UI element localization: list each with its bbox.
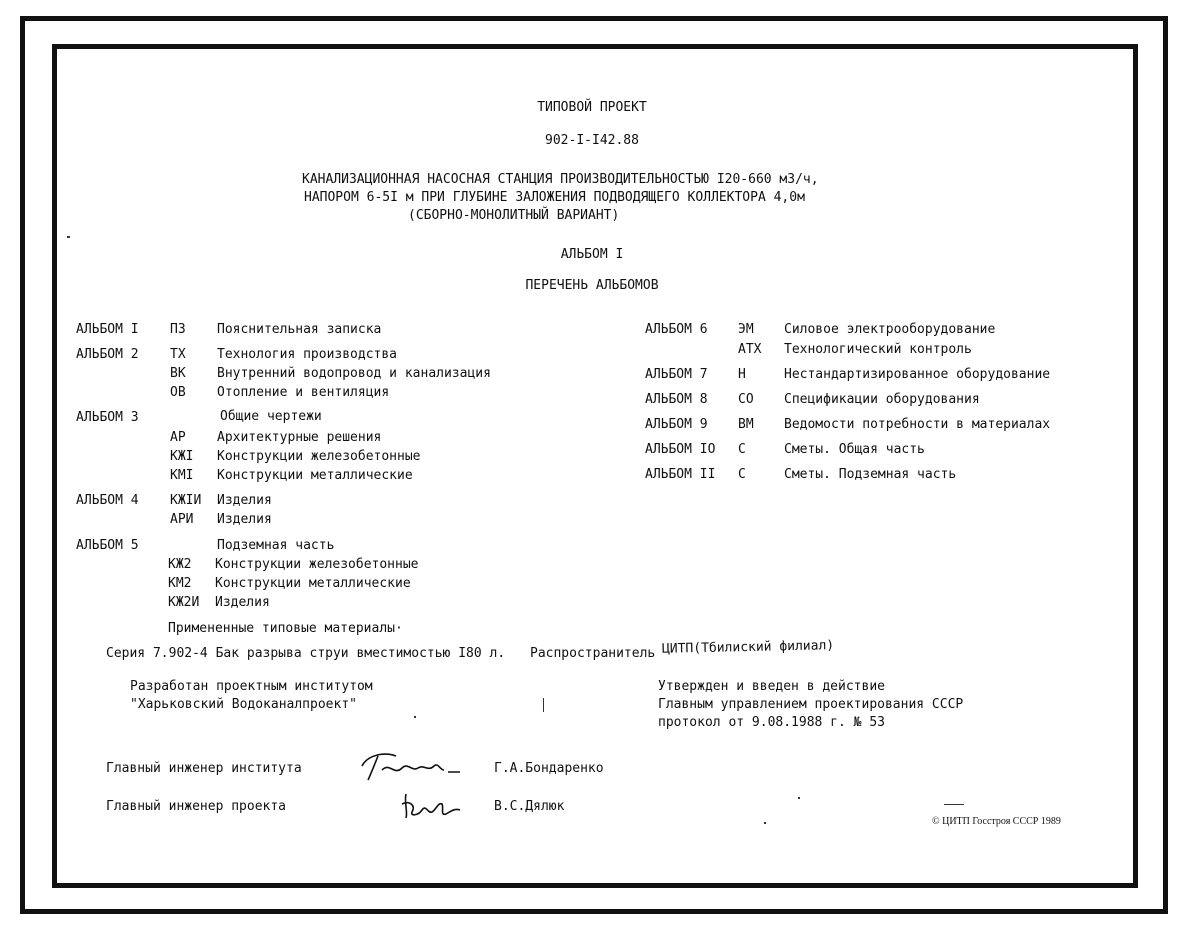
album-11-name: Сметы. Подземная часть <box>784 467 957 482</box>
scan-speck <box>543 698 544 712</box>
album-6b-code: АТХ <box>738 342 762 357</box>
album-9-name: Ведомости потребности в материалах <box>784 417 1051 432</box>
developer-line-2: "Харьковский Водоканалпроект" <box>130 697 357 712</box>
developer-line-1: Разработан проектным институтом <box>130 679 373 694</box>
scan-speck <box>944 804 964 805</box>
album-5: АЛЬБОМ 5 <box>76 538 139 553</box>
chief-project-name: В.С.Дялюк <box>494 799 565 814</box>
signature-bondarenko <box>356 748 462 784</box>
scan-speck <box>764 822 766 824</box>
album-2c-code: ОВ <box>170 385 186 400</box>
distributor-value: ЦИТП(Тбилиский филиал) <box>661 638 835 657</box>
album-5d-code: КЖ2И <box>168 595 200 610</box>
album-3c-name: Конструкции железобетонные <box>217 449 421 464</box>
album-9-code: ВМ <box>738 417 754 432</box>
album-3b-name: Архитектурные решения <box>217 430 382 445</box>
album-4: АЛЬБОМ 4 <box>76 493 139 508</box>
album-2b-code: ВК <box>170 366 186 381</box>
signature-dyalyuk <box>398 790 464 822</box>
album-3d-name: Конструкции металлические <box>217 468 413 483</box>
album-4-name: Изделия <box>217 493 272 508</box>
series-line: Серия 7.902-4 Бак разрыва струи вместимостью I80 л. <box>106 646 506 661</box>
album-10-name: Сметы. Общая часть <box>784 442 925 457</box>
approval-line-2: Главным управлением проектирования СССР <box>658 697 964 712</box>
album-7: АЛЬБОМ 7 <box>645 367 708 382</box>
scan-speck <box>414 716 416 718</box>
album-11-code: С <box>738 467 746 482</box>
album-5b-code: КЖ2 <box>168 557 192 572</box>
album-label: АЛЬБОМ I <box>560 247 624 262</box>
distributor-label: Распространитель <box>530 646 656 661</box>
doc-number: 902-I-I42.88 <box>545 133 639 148</box>
title-line-1: КАНАЛИЗАЦИОННАЯ НАСОСНАЯ СТАНЦИЯ ПРОИЗВОДИТЕЛЬНОСТЬЮ I20-660 м3/ч, <box>302 172 819 187</box>
album-8-code: СО <box>738 392 754 407</box>
scan-speck <box>67 236 70 238</box>
album-1-code: ПЗ <box>170 322 186 337</box>
album-5-name: Подземная часть <box>217 538 335 553</box>
album-5d-name: Изделия <box>215 595 270 610</box>
album-10: АЛЬБОМ IO <box>645 442 716 457</box>
approval-line-1: Утвержден и введен в действие <box>658 679 885 694</box>
album-10-code: С <box>738 442 746 457</box>
album-6-name: Силовое электрооборудование <box>784 322 996 337</box>
album-1: АЛЬБОМ I <box>76 322 139 337</box>
album-8: АЛЬБОМ 8 <box>645 392 708 407</box>
album-8-name: Спецификации оборудования <box>784 392 980 407</box>
album-3c-code: КЖI <box>170 449 194 464</box>
album-9: АЛЬБОМ 9 <box>645 417 708 432</box>
title-line-2: НАПОРОМ 6-5I м ПРИ ГЛУБИНЕ ЗАЛОЖЕНИЯ ПОДВОДЯЩЕГО КОЛЛЕКТОРА 4,0м <box>304 190 805 205</box>
approval-line-3: протокол от 9.08.1988 г. № 53 <box>658 715 885 730</box>
album-6b-name: Технологический контроль <box>784 342 972 357</box>
album-3: АЛЬБОМ 3 <box>76 410 139 425</box>
album-1-name: Пояснительная записка <box>217 322 382 337</box>
chief-project-role: Главный инженер проекта <box>106 799 287 814</box>
chief-institute-role: Главный инженер института <box>106 761 302 776</box>
album-4-code: КЖIИ <box>170 493 202 508</box>
list-title: ПЕРЕЧЕНЬ АЛЬБОМОВ <box>525 278 659 293</box>
applied-materials: Примененные типовые материалы· <box>168 621 403 636</box>
album-5c-name: Конструкции металлические <box>215 576 411 591</box>
album-2b-name: Внутренний водопровод и канализация <box>217 366 491 381</box>
album-5c-code: КМ2 <box>168 576 192 591</box>
album-2: АЛЬБОМ 2 <box>76 347 139 362</box>
album-2c-name: Отопление и вентиляция <box>217 385 390 400</box>
doc-type: ТИПОВОЙ ПРОЕКТ <box>537 100 647 115</box>
album-4b-name: Изделия <box>217 512 272 527</box>
scan-speck <box>798 797 800 799</box>
album-5b-name: Конструкции железобетонные <box>215 557 419 572</box>
album-3d-code: КМI <box>170 468 194 483</box>
album-7-code: Н <box>738 367 746 382</box>
album-7-name: Нестандартизированное оборудование <box>784 367 1051 382</box>
album-4b-code: АРИ <box>170 512 194 527</box>
album-2-name: Технология производства <box>217 347 398 362</box>
chief-institute-name: Г.А.Бондаренко <box>494 761 604 776</box>
copyright: © ЦИТП Госстроя СССР 1989 <box>932 816 1061 827</box>
album-6-code: ЭМ <box>738 322 754 337</box>
album-6: АЛЬБОМ 6 <box>645 322 708 337</box>
title-line-3: (СБОРНО-МОНОЛИТНЫЙ ВАРИАНТ) <box>408 208 620 223</box>
album-3b-code: АР <box>170 430 186 445</box>
album-2-code: ТХ <box>170 347 186 362</box>
album-11: АЛЬБОМ II <box>645 467 716 482</box>
album-3-name: Общие чертежи <box>220 409 322 424</box>
